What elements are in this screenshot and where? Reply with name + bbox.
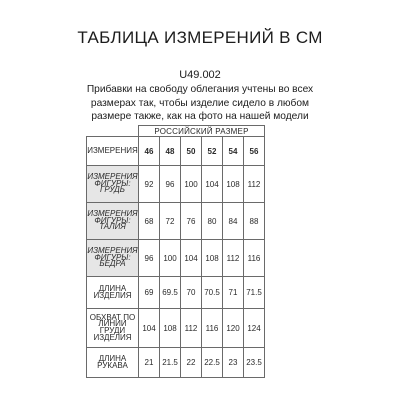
table-row	[87, 166, 265, 203]
table-corner	[87, 126, 139, 137]
table-row	[87, 309, 265, 348]
table-cell: 68	[139, 203, 160, 240]
row-label-waist: ИЗМЕРЕНИЯ ФИГУРЫ: ТАЛИЯ	[87, 203, 139, 240]
row-label-sleeve: ДЛИНА РУКАВА	[87, 348, 139, 378]
table-cell: 23	[223, 348, 244, 378]
row-label-chest: ИЗМЕРЕНИЯ ФИГУРЫ: ГРУДЬ	[87, 166, 139, 203]
table-cell: 21.5	[160, 348, 181, 378]
row-label-length: ДЛИНА ИЗДЕЛИЯ	[87, 277, 139, 309]
table-cell: 104	[139, 309, 160, 348]
table-cell: 22	[181, 348, 202, 378]
size-header-cell: 46	[139, 137, 160, 166]
table-cell: 21	[139, 348, 160, 378]
table-cell: 69.5	[160, 277, 181, 309]
size-group-header-row	[87, 126, 265, 137]
table-cell: 100	[181, 166, 202, 203]
table-cell: 96	[160, 166, 181, 203]
table-cell: 112	[244, 166, 265, 203]
table-cell: 76	[181, 203, 202, 240]
table-cell: 112	[223, 240, 244, 277]
table-cell: 84	[223, 203, 244, 240]
table-cell: 108	[160, 309, 181, 348]
page-title: ТАБЛИЦА ИЗМЕРЕНИЙ В СМ	[77, 28, 323, 47]
table-row	[87, 240, 265, 277]
size-group-header: РОССИЙСКИЙ РАЗМЕР	[139, 126, 265, 137]
table-cell: 71.5	[244, 277, 265, 309]
table-cell: 69	[139, 277, 160, 309]
table-cell: 120	[223, 309, 244, 348]
table-cell: 70	[181, 277, 202, 309]
table-cell: 108	[202, 240, 223, 277]
fit-note: Прибавки на свободу облегания учтены во всех размерах так, чтобы изделие сидело в любом размере также, как на фото на нашей модели	[86, 84, 314, 122]
size-header-cell: 48	[160, 137, 181, 166]
row-label-hips: ИЗМЕРЕНИЯ ФИГУРЫ: БЕДРА	[87, 240, 139, 277]
table-cell: 100	[160, 240, 181, 277]
table-cell: 22.5	[202, 348, 223, 378]
table-row	[87, 203, 265, 240]
size-header-row	[87, 137, 265, 166]
size-table	[86, 125, 265, 378]
table-cell: 72	[160, 203, 181, 240]
size-header-cell: 52	[202, 137, 223, 166]
table-row	[87, 348, 265, 378]
table-cell: 96	[139, 240, 160, 277]
table-cell: 23.5	[244, 348, 265, 378]
table-cell: 108	[223, 166, 244, 203]
table-cell: 116	[244, 240, 265, 277]
table-cell: 80	[202, 203, 223, 240]
table-cell: 112	[181, 309, 202, 348]
article-code: U49.002	[179, 69, 221, 81]
row-label-garment-chest: ОБХВАТ ПО ЛИНИИ ГРУДИ ИЗДЕЛИЯ	[87, 309, 139, 348]
table-cell: 116	[202, 309, 223, 348]
table-cell: 70.5	[202, 277, 223, 309]
size-header-cell: 54	[223, 137, 244, 166]
table-row	[87, 277, 265, 309]
size-header-cell: 50	[181, 137, 202, 166]
size-header-cell: 56	[244, 137, 265, 166]
table-cell: 88	[244, 203, 265, 240]
table-cell: 92	[139, 166, 160, 203]
table-cell: 124	[244, 309, 265, 348]
table-cell: 104	[181, 240, 202, 277]
table-cell: 71	[223, 277, 244, 309]
size-header-label: ИЗМЕРЕНИЯ	[87, 137, 139, 166]
table-cell: 104	[202, 166, 223, 203]
